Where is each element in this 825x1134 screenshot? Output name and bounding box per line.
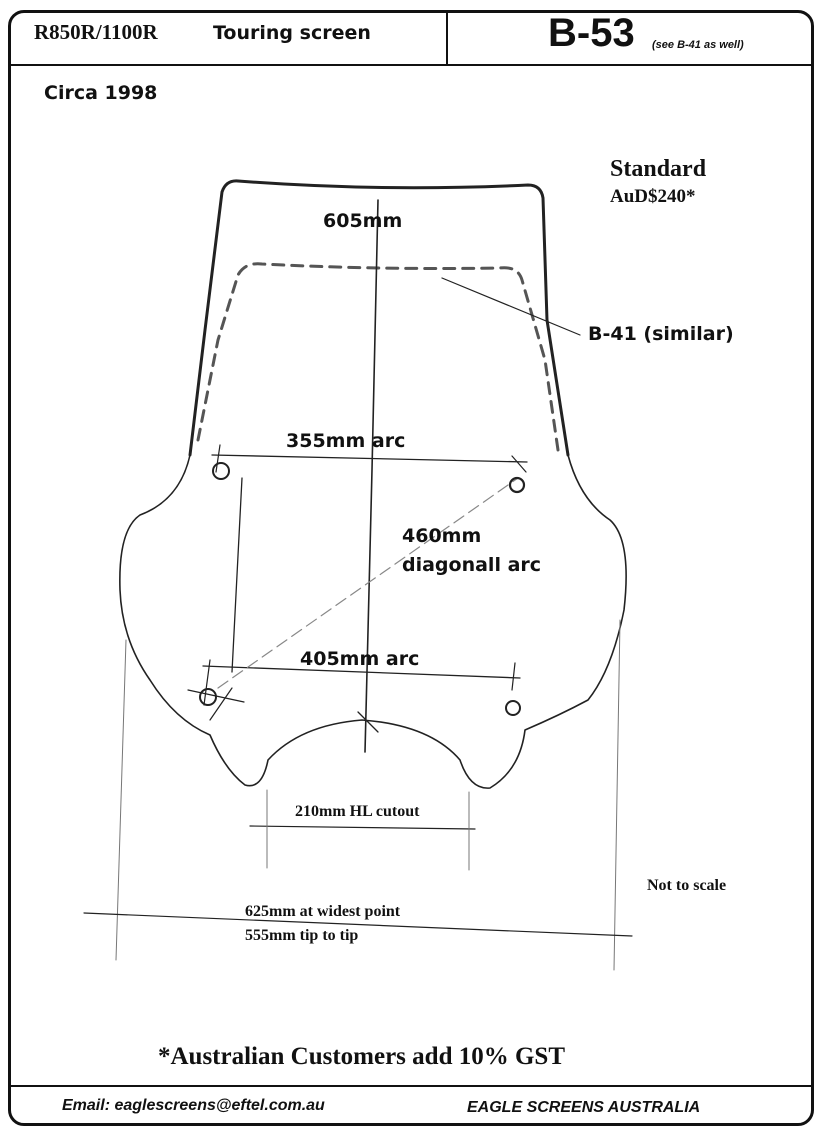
mount-hole-bottom-left [200,689,216,705]
b41-label: B-41 (similar) [588,323,734,345]
price-value: AuD$240* [610,186,696,207]
mount-hole-bottom-right [506,701,520,715]
email-contact: Email: eaglescreens@eftel.com.au [62,1097,325,1114]
cutout-label: 210mm HL cutout [295,803,420,820]
product-code: B-53 [548,11,635,55]
circa-year: Circa 1998 [44,82,158,104]
code-note: (see B-41 as well) [652,39,744,51]
width-label-2: 555mm tip to tip [245,927,359,944]
height-label: 605mm [323,210,403,232]
top-arc-label: 355mm arc [286,430,406,452]
company-name: EAGLE SCREENS AUSTRALIA [467,1099,701,1116]
bottom-arc-label: 405mm arc [300,648,420,670]
gst-note: *Australian Customers add 10% GST [158,1043,565,1070]
not-to-scale-note: Not to scale [647,877,727,894]
diagonal-arc-label-2: diagonall arc [402,554,542,576]
screen-lower-outline [120,455,626,788]
model-type: Touring screen [213,22,371,44]
width-label-1: 625mm at widest point [245,903,401,920]
model-title: R850R/1100R [34,20,158,44]
mount-hole-top-left [213,463,229,479]
price-label: Standard [610,156,707,182]
mount-hole-top-right [510,478,524,492]
b41-dashed-outline [198,264,558,450]
diagonal-arc-label-1: 460mm [402,525,482,547]
b41-leader [442,278,580,335]
